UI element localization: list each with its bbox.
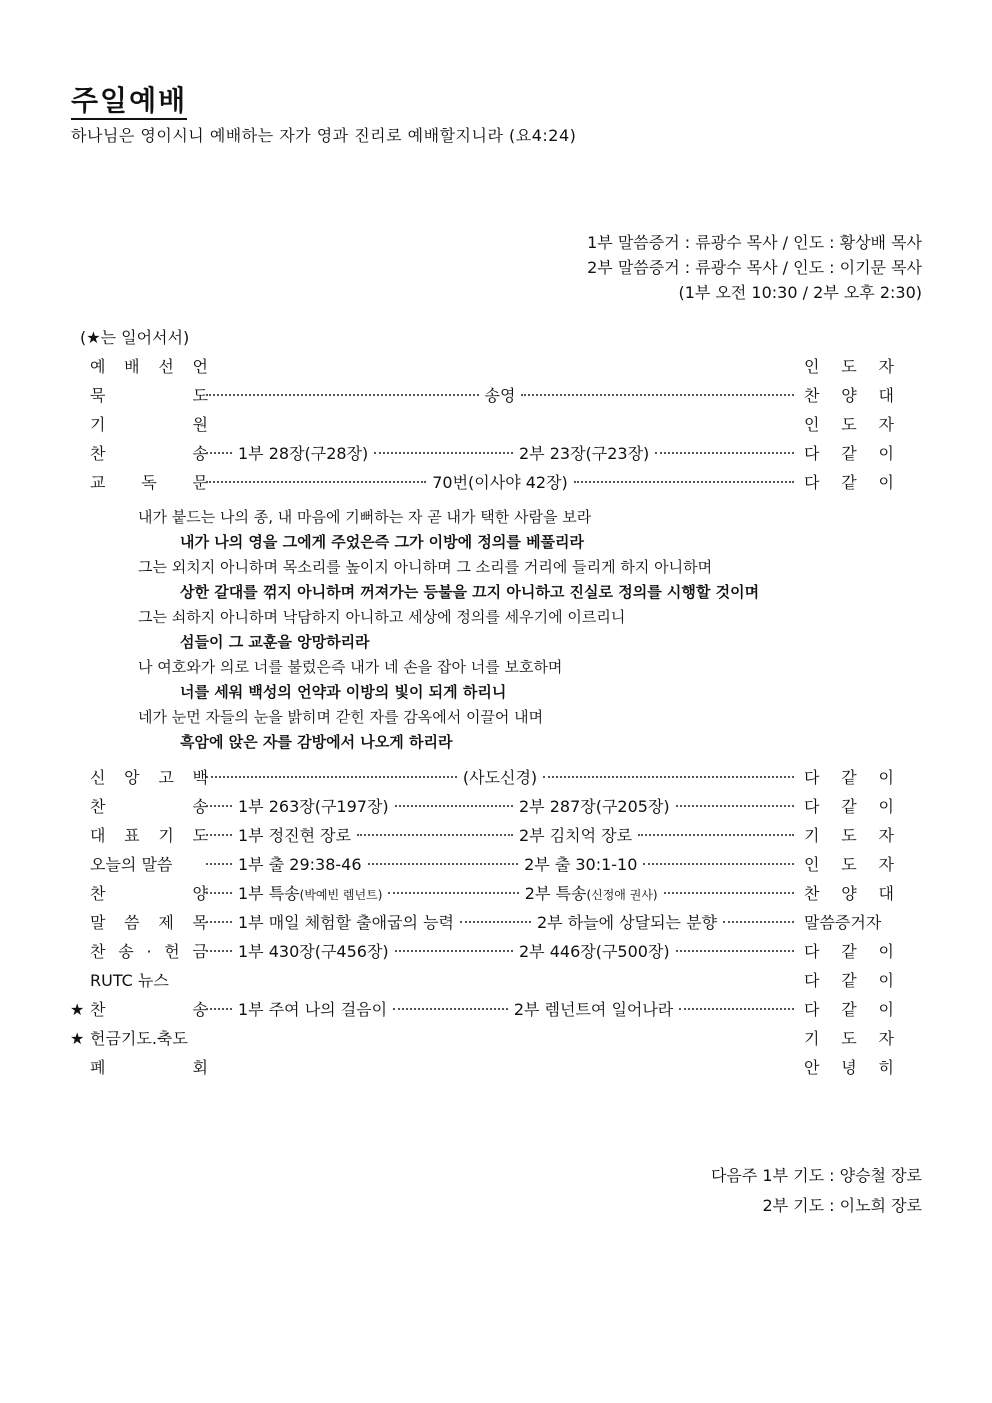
order-row [70, 381, 894, 410]
order-leader: 다 같 이 [804, 971, 894, 990]
order-leader: 다 같 이 [804, 444, 894, 463]
order-label: 기 원 [90, 415, 208, 434]
order-content [204, 908, 796, 937]
order-row [70, 1053, 894, 1082]
order-leader: 인 도 자 [804, 855, 894, 874]
order-label: RUTC 뉴스 [90, 971, 169, 990]
order-row [70, 821, 894, 850]
preacher-info [587, 230, 922, 305]
order-label: 찬 송 [90, 444, 208, 463]
order-label: 신 앙 고 백 [90, 768, 208, 787]
order-detail-part2: 2부 렘넌트여 일어나라 [513, 1000, 674, 1019]
order-row [70, 908, 894, 937]
order-leader: 다 같 이 [804, 1000, 894, 1019]
order-content [204, 1053, 796, 1055]
order-leader: 다 같 이 [804, 942, 894, 961]
order-detail-part1: 1부 주여 나의 걸음이 [238, 1000, 388, 1019]
order-leader: 찬 양 대 [804, 884, 894, 903]
order-leader: 찬 양 대 [804, 386, 894, 405]
page-title: 주일예배 [71, 84, 187, 120]
order-label: 찬 송 [90, 797, 208, 816]
order-detail-part2: 2부 하늘에 상달되는 분향 [537, 913, 717, 932]
responsive-reading [138, 505, 898, 755]
order-detail-part1: 1부 263장(구197장) [238, 797, 389, 816]
order-content [204, 792, 796, 821]
order-label: 말 씀 제 목 [90, 913, 208, 932]
service-times: (1부 오전 10:30 / 2부 오후 2:30) [678, 283, 922, 302]
order-leader: 다 같 이 [804, 797, 894, 816]
order-leader: 다 같 이 [804, 768, 894, 787]
order-content [204, 410, 796, 412]
order-row [70, 468, 894, 497]
order-row [70, 966, 894, 995]
order-leader: 인 도 자 [804, 415, 894, 434]
order-detail-part1: 1부 매일 체험할 출애굽의 능력 [238, 913, 454, 932]
order-content [204, 763, 796, 792]
order-content [204, 850, 796, 879]
order-content [204, 1024, 796, 1026]
order-label: 묵 도 [90, 386, 208, 405]
order-row [70, 792, 894, 821]
order-detail: 송영 [484, 386, 516, 405]
order-detail-part1: 1부 출 29:38-46 [238, 855, 362, 874]
order-detail-part1: 1부 430장(구456장) [238, 942, 389, 961]
order-label: 예 배 선 언 [90, 357, 208, 376]
reading-line-leader: 그는 외치지 아니하며 목소리를 높이지 아니하며 그 소리를 거리에 들리게 하지 아니하며 [138, 558, 713, 576]
order-label: 오늘의 말씀 [90, 855, 173, 874]
order-row [70, 439, 894, 468]
order-content [204, 352, 796, 354]
order-leader: 다 같 이 [804, 473, 894, 492]
order-detail: 70번(이사야 42장) [432, 473, 568, 492]
order-detail-part1: 1부 특송 [238, 884, 300, 903]
order-content [204, 937, 796, 966]
order-leader: 기 도 자 [804, 826, 894, 845]
order-row [70, 879, 894, 908]
order-label: 대 표 기 도 [90, 826, 208, 845]
reading-line-congregation: 너를 세워 백성의 언약과 이방의 빛이 되게 하리니 [180, 683, 507, 701]
next-week-prayer [711, 1161, 922, 1221]
order-content [204, 966, 796, 968]
order-content [204, 879, 796, 910]
reading-line-leader: 네가 눈먼 자들의 눈을 밝히며 갇힌 자를 감옥에서 이끌어 내며 [138, 708, 544, 726]
preacher-line-1: 1부 말씀증거 : 류광수 목사 / 인도 : 황상배 목사 [587, 233, 922, 252]
reading-line-congregation: 흑암에 앉은 자를 감방에서 나오게 하리라 [180, 733, 453, 751]
reading-line-leader: 그는 쇠하지 아니하며 낙담하지 아니하고 세상에 정의를 세우기에 이르리니 [138, 608, 626, 626]
order-detail-part2: 2부 출 30:1-10 [524, 855, 638, 874]
order-row [70, 1024, 894, 1053]
order-detail: (사도신경) [462, 768, 538, 787]
order-label: 헌금기도.축도 [90, 1029, 188, 1048]
reading-line-congregation: 내가 나의 영을 그에게 주었은즉 그가 이방에 정의를 베풀리라 [180, 533, 585, 551]
order-content [204, 821, 796, 850]
order-row [70, 410, 894, 439]
order-leader: 인 도 자 [804, 357, 894, 376]
next-week-prayer-2: 2부 기도 : 이노희 장로 [762, 1196, 922, 1215]
order-detail-part2-note: (신정애 권사) [586, 888, 658, 902]
order-detail-part2: 2부 김치억 장로 [519, 826, 633, 845]
order-row [70, 352, 894, 381]
order-label: 교 독 문 [90, 473, 208, 492]
order-detail-part2: 2부 특송 [524, 884, 587, 903]
order-leader: 안 녕 히 [804, 1058, 894, 1077]
order-content [204, 468, 796, 497]
next-week-prayer-1: 다음주 1부 기도 : 양승철 장로 [710, 1166, 922, 1185]
order-detail-part1: 1부 28장(구28장) [238, 444, 369, 463]
order-label: 폐 회 [90, 1058, 208, 1077]
order-content [204, 995, 796, 1024]
order-detail-part1-note: (박예빈 렘넌트) [299, 888, 383, 902]
preacher-line-2: 2부 말씀증거 : 류광수 목사 / 인도 : 이기문 목사 [587, 258, 922, 277]
order-detail-part1: 1부 정진현 장로 [238, 826, 352, 845]
order-row [70, 995, 894, 1024]
scripture-verse: 하나님은 영이시니 예배하는 자가 영과 진리로 예배할지니라 (요4:24) [71, 126, 577, 145]
order-row [70, 937, 894, 966]
reading-line-congregation: 섬들이 그 교훈을 앙망하리라 [180, 633, 370, 651]
standing-star: ★ [70, 1000, 85, 1019]
standing-note: (★는 일어서서) [80, 328, 190, 347]
order-leader: 말씀증거자 [804, 913, 882, 932]
order-detail-part2: 2부 446장(구500장) [519, 942, 670, 961]
order-content [204, 381, 796, 410]
order-detail-part2: 2부 23장(구23장) [519, 444, 650, 463]
order-label: 찬 송 [90, 1000, 208, 1019]
order-label: 찬 양 [90, 884, 208, 903]
reading-line-leader: 내가 붙드는 나의 종, 내 마음에 기뻐하는 자 곧 내가 택한 사람을 보라 [138, 508, 592, 526]
reading-line-congregation: 상한 갈대를 꺾지 아니하며 꺼져가는 등불을 끄지 아니하고 진실로 정의를 시행할 것이며 [180, 583, 760, 601]
order-label: 찬 송 · 헌 금 [90, 942, 208, 961]
order-content [204, 439, 796, 468]
order-detail-part2: 2부 287장(구205장) [519, 797, 670, 816]
order-leader: 기 도 자 [804, 1029, 894, 1048]
order-row [70, 763, 894, 792]
standing-star: ★ [70, 1029, 85, 1048]
order-row [70, 850, 894, 879]
reading-line-leader: 나 여호와가 의로 너를 불렀은즉 내가 네 손을 잡아 너를 보호하며 [138, 658, 563, 676]
